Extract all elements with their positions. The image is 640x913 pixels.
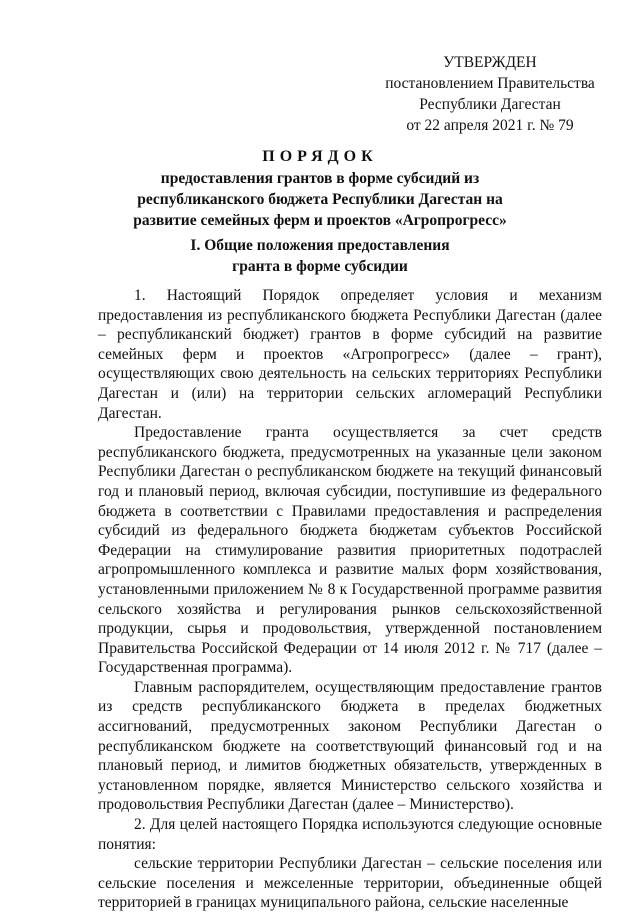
title-heading: ПОРЯДОК [262, 148, 378, 165]
paragraph: Главным распорядителем, осуществляющим предоставление грантов из средств республиканского бюджета в пределах бюджетных ассигнований, предусмотренных законом Республики Дагестан о республиканском бюджете на соответствующий финансовый год и на плановый период, и лимитов бюджетных обязательств, утвержденных в установленном порядке, является Министерство сельского хозяйства и продовольствия Республики Дагестан (далее – Министерство). [98, 678, 602, 814]
approval-line-republic: Республики Дагестан [419, 96, 561, 113]
paragraph: 1. Настоящий Порядок определяет условия и механизм предоставления из республиканского бюджета Республики Дагестан (далее – республиканский бюджет) грантов в форме субсидий на развитие семейных ферм и проектов «Агропрогресс» (далее – грант), осуществляющих свою деятельность на сельских территориях Республики Дагестан и (или) на территории сельских агломераций Республики Дагестан. [98, 287, 602, 422]
approval-line-date: от 22 апреля 2021 г. № 79 [406, 117, 574, 134]
document-body [98, 286, 602, 913]
title-line-3: развитие семейных ферм и проектов «Агропрогресс» [133, 212, 507, 229]
approval-line-approved: УТВЕРЖДЕН [443, 54, 537, 71]
section-heading-line-1: I. Общие положения предоставления [190, 237, 450, 254]
paragraph: Предоставление гранта осуществляется за счет средств республиканского бюджета, предусмотренных на указанные цели законом Республики Дагестан о республиканском бюджете на текущий финансовый год и плановый период, включая субсидии, поступившие из федерального бюджета в соответствии с Правилами предоставления и распределения субсидий из федерального бюджета бюджетам субъектов Российской Федерации на стимулирование развития приоритетных подотраслей агропромышленного комплекса и развитие малых форм хозяйствования, установленными приложением № 8 к Государственной программе развития сельского хозяйства и регулирования рынков сельскохозяйственной продукции, сырья и продовольствия, утвержденной постановлением Правительства Российской Федерации от 14 июля 2012 г. № 717 (далее – Государственная программа). [98, 424, 602, 677]
paragraph: 2. Для целей настоящего Порядка используются следующие основные понятия: [98, 816, 602, 853]
approval-line-resolution: постановлением Правительства [385, 75, 595, 92]
title-line-1: предоставления грантов в форме субсидий из [160, 170, 480, 187]
approval-stamp [380, 52, 600, 136]
paragraph: сельские территории Республики Дагестан – сельские поселения или сельские поселения и межселенные территории, объединенные общей территорией в границах муниципального района, сельские населенные [98, 855, 602, 912]
title-line-2: республиканского бюджета Республики Дагестан на [137, 191, 503, 208]
section-heading-line-2: гранта в форме субсидии [232, 258, 408, 275]
document-title [0, 148, 640, 231]
section-heading [0, 235, 640, 277]
